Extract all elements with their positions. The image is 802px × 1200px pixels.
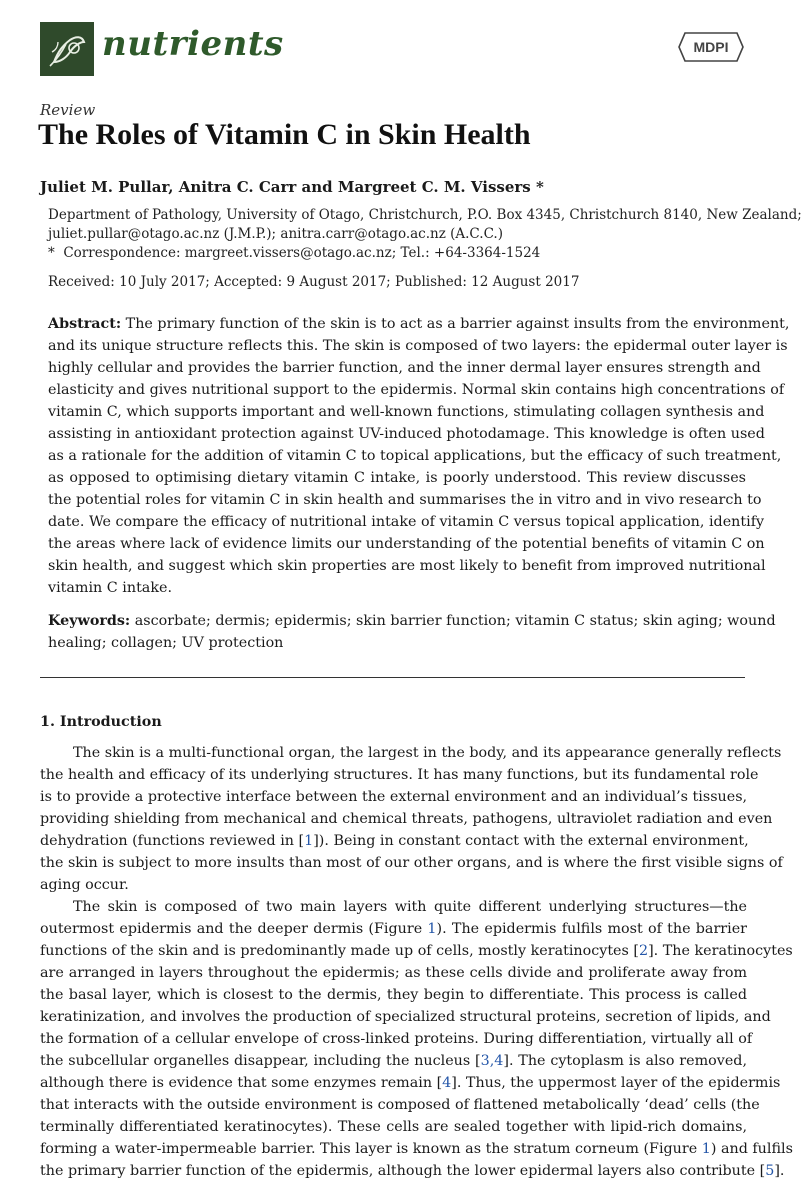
author-list: Juliet M. Pullar, Anitra C. Carr and Margreet C. M. Vissers * [40,178,544,196]
body-line [40,1116,747,1138]
body-text-segment: ]. The cytoplasm is also removed, [503,1053,747,1069]
article-title: The Roles of Vitamin C in Skin Health [38,118,531,151]
affiliation [48,206,802,263]
paragraph [40,896,793,1182]
section-divider [40,677,745,678]
body-text-segment: ). The epidermis fulfils most of the barrier [436,921,747,937]
body-line [40,1006,771,1028]
body-text-segment: the formation of a cellular envelope of cross-linked proteins. During differentiation, virtually all of [40,1031,753,1047]
publisher-name: MDPI [693,39,729,55]
body-text-segment: is to provide a protective interface between the external environment and an individual’s tissues, [40,789,748,805]
abstract-line: vitamin C, which supports important and well-known functions, stimulating collagen synthesis and [48,404,765,420]
body-line [40,852,783,874]
body-line [40,940,793,962]
citation-link[interactable]: 1 [427,921,437,937]
publisher-logo [677,30,745,64]
body-line [40,984,747,1006]
body-text-segment: The skin is composed of two main layers with quite different underlying structures—the [73,899,747,915]
journal-name: nutrients [102,24,284,64]
body-text-segment: providing shielding from mechanical and chemical threats, pathogens, ultraviolet radiation and even [40,811,773,827]
keywords-line: Keywords: ascorbate; dermis; epidermis; skin barrier function; vitamin C status; skin aging; wound [48,613,776,629]
body-text-segment: ]. Thus, the uppermost layer of the epidermis [451,1075,781,1091]
article-type: Review [40,101,96,119]
body-line [40,1072,781,1094]
correspondence-text: Correspondence: margreet.vissers@otago.ac.nz; Tel.: +64-3364-1524 [63,245,541,261]
body-text-segment: the skin is subject to more insults than most of our other organs, and is where the first visible signs of [40,855,783,871]
citation-link[interactable]: 3,4 [480,1053,504,1069]
body-text-segment: functions of the skin and is predominantly made up of cells, mostly keratinocytes [ [40,943,639,959]
abstract-line: vitamin C intake. [48,580,173,596]
section-heading: 1. Introduction [40,714,162,730]
abstract-line: skin health, and suggest which skin properties are most likely to benefit from improved nutritional [48,558,766,574]
body-text-segment: aging occur. [40,877,129,893]
keywords [48,610,776,654]
correspondence-line [48,244,758,263]
body-text-segment: keratinization, and involves the production of specialized structural proteins, secretion of lipids, and [40,1009,771,1025]
body-line [40,1160,785,1182]
abstract [48,313,790,599]
body-line [40,808,773,830]
citation-link[interactable]: 1 [701,1141,711,1157]
abstract-label: Abstract: [48,316,122,332]
body-line [40,896,747,918]
body-text-segment: the subcellular organelles disappear, including the nucleus [ [40,1053,481,1069]
body-line [40,786,747,808]
body-line [40,874,747,896]
body-line [40,962,747,984]
publication-dates: Received: 10 July 2017; Accepted: 9 August 2017; Published: 12 August 2017 [48,274,580,290]
body-text-segment: the health and efficacy of its underlying structures. It has many functions, but its fundamental role [40,767,759,783]
body-text-segment: ]). Being in constant contact with the external environment, [313,833,749,849]
keywords-label: Keywords: [48,613,131,629]
citation-link[interactable]: 1 [304,833,314,849]
abstract-line: the areas where lack of evidence limits our understanding of the potential benefits of vitamin C on [48,536,765,552]
abstract-line: as opposed to optimising dietary vitamin C intake, is poorly understood. This review discusses [48,470,746,486]
abstract-line: elasticity and gives nutritional support to the epidermis. Normal skin contains high concentrations of [48,382,785,398]
journal-logo-icon [40,22,94,76]
body-text-segment: are arranged in layers throughout the epidermis; as these cells divide and proliferate away from [40,965,747,981]
body-text-segment: the basal layer, which is closest to the dermis, they begin to differentiate. This process is called [40,987,747,1003]
paragraph [40,742,783,896]
abstract-line: Abstract: The primary function of the skin is to act as a barrier against insults from the environment, [48,316,790,332]
correspondence-marker: * [48,245,55,261]
abstract-line: assisting in antioxidant protection against UV-induced photodamage. This knowledge is often used [48,426,765,442]
body-line [40,764,759,786]
body-line [40,1138,793,1160]
body-text-segment: that interacts with the outside environment is composed of flattened metabolically ‘dead’ cells (the [40,1097,760,1113]
body-text-segment: the primary barrier function of the epidermis, although the lower epidermal layers also contribute [ [40,1163,766,1179]
abstract-line: as a rationale for the addition of vitamin C to topical applications, but the efficacy of such treatment, [48,448,782,464]
body-text-segment: The skin is a multi-functional organ, the largest in the body, and its appearance generally reflects [73,745,782,761]
journal-logo [40,22,94,76]
body-text-segment: terminally differentiated keratinocytes). These cells are sealed together with lipid-rich domains, [40,1119,747,1135]
body-text-segment: although there is evidence that some enzymes remain [ [40,1075,443,1091]
affiliation-line: Department of Pathology, University of Otago, Christchurch, P.O. Box 4345, Christchurch 8140, New Zealand; [48,207,802,223]
body-line [40,830,747,852]
keywords-line: healing; collagen; UV protection [48,635,284,651]
citation-link[interactable]: 4 [442,1075,452,1091]
body-line [40,1094,760,1116]
abstract-line: date. We compare the efficacy of nutritional intake of vitamin C versus topical application, identify [48,514,765,530]
introduction-body [40,742,793,1182]
body-text-segment: dehydration (functions reviewed in [ [40,833,305,849]
body-text-segment: forming a water-impermeable barrier. This layer is known as the stratum corneum (Figure [40,1141,702,1157]
body-line [40,1028,753,1050]
abstract-line: the potential roles for vitamin C in skin health and summarises the in vitro and in vivo research to [48,492,762,508]
body-line [40,918,747,940]
body-line [40,1050,747,1072]
body-text-segment: outermost epidermis and the deeper dermis (Figure [40,921,428,937]
body-text-segment: ) and fulfils [710,1141,793,1157]
affiliation-line: juliet.pullar@otago.ac.nz (J.M.P.); anitra.carr@otago.ac.nz (A.C.C.) [48,226,503,242]
body-text-segment: ]. The keratinocytes [648,943,793,959]
citation-link[interactable]: 5 [765,1163,775,1179]
abstract-line: and its unique structure reflects this. The skin is composed of two layers: the epidermal outer layer is [48,338,788,354]
body-text-segment: ]. [774,1163,785,1179]
body-line [40,742,782,764]
mdpi-logo-icon [677,30,745,64]
citation-link[interactable]: 2 [638,943,649,959]
abstract-line: highly cellular and provides the barrier function, and the inner dermal layer ensures strength and [48,360,761,376]
